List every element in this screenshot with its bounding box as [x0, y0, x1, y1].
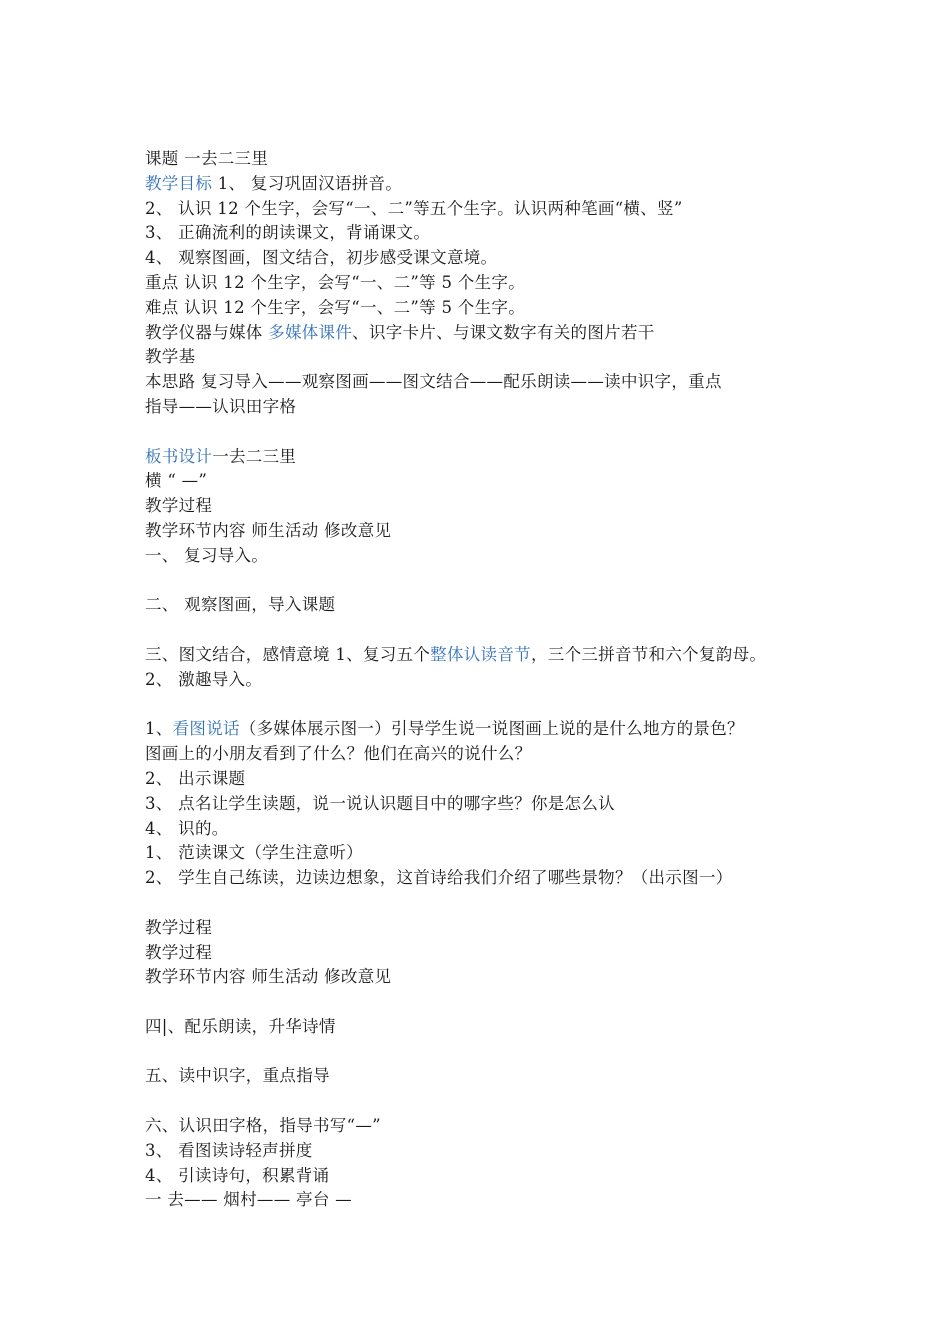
step-6-sub-4: 4、 引读诗句，积累背诵: [145, 1165, 330, 1185]
stroke-heng-text: 横 “ —”: [145, 471, 208, 491]
model-reading-text: 1、 范读课文（学生注意听）: [145, 843, 363, 863]
lesson-title: 课题 一去二三里: [145, 149, 269, 168]
table-header-text: 教学环节内容 师生活动 修改意见: [145, 520, 392, 540]
blank-line: [145, 891, 845, 916]
blank-line: [145, 1040, 845, 1065]
basic-idea-text-cont: 指导——认识田字格: [145, 396, 297, 416]
goal-2-text: 2、 认识 12 个生字，会写“一、二”等五个生字。认识两种笔画“横、竖”: [145, 198, 683, 218]
difficult-point-text: 难点 认识 12 个生字，会写“一、二”等 5 个生字。: [145, 297, 525, 317]
board-design-link[interactable]: 板书设计: [145, 446, 213, 466]
self-reading-text: 2、 学生自己练读，边读边想象，这首诗给我们介绍了哪些景物？（出示图一）: [145, 868, 733, 888]
teaching-goals-line: [145, 172, 845, 197]
goal-3-text: 3、 正确流利的朗读课文，背诵课文。: [145, 223, 431, 243]
step-2-text: 二、 观察图画，导入课题: [145, 595, 336, 615]
step-5-text: 五、读中识字，重点指导: [145, 1066, 330, 1086]
goal-1-text: 1、 复习巩固汉语拼音。: [212, 173, 403, 193]
board-design-title: 一去二三里: [212, 446, 297, 466]
step-6-sub-3: 3、 看图读诗轻声拼度: [145, 1140, 313, 1160]
whole-syllables-link[interactable]: 整体认读音节: [430, 644, 531, 664]
picture-talk-line: [145, 717, 845, 742]
document-page: [145, 147, 845, 1213]
step-3-sub-2: 2、 激趣导入。: [145, 669, 263, 689]
picture-talk-number: 1、: [145, 719, 173, 739]
teaching-process-heading: 教学过程: [145, 496, 213, 516]
multimedia-courseware-link[interactable]: 多媒体课件: [268, 322, 353, 342]
key-point-text: 重点 认识 12 个生字，会写“一、二”等 5 个生字。: [145, 272, 525, 292]
step-3-rest: ，三个三拼音节和六个复韵母。: [530, 644, 767, 664]
read-title-text: 3、 点名让学生读题，说一说认识题目中的哪字些？你是怎么认: [145, 793, 615, 813]
teaching-process-heading-2: 教学过程: [145, 917, 213, 937]
teaching-media-rest: 、识字卡片、与课文数字有关的图片若干: [352, 322, 655, 342]
picture-talk-rest: （多媒体展示图一）引导学生说一说图画上说的是什么地方的景色？: [239, 719, 744, 739]
read-title-text-cont: 4、 识的。: [145, 818, 229, 838]
blank-line: [145, 1089, 845, 1114]
picture-question-text: 图画上的小朋友看到了什么？他们在高兴的说什么？: [145, 744, 532, 764]
teaching-media-label: 教学仪器与媒体: [145, 322, 269, 342]
step-1-text: 一、 复习导入。: [145, 545, 269, 565]
step-6-text: 六、认识田字格，指导书写“—”: [145, 1116, 381, 1136]
blank-line: [145, 990, 845, 1015]
blank-line: [145, 618, 845, 643]
poem-chain-text: 一 去—— 烟村—— 亭台 —: [145, 1190, 352, 1210]
picture-talk-link[interactable]: 看图说话: [172, 719, 240, 739]
blank-line: [145, 569, 845, 594]
teaching-process-heading-3: 教学过程: [145, 942, 213, 962]
teaching-goals-link[interactable]: 教学目标: [145, 173, 213, 193]
step-3-line: [145, 643, 845, 668]
blank-line: [145, 420, 845, 445]
basic-idea-text: 本思路 复习导入——观察图画——图文结合——配乐朗读——读中识字，重点: [145, 372, 722, 392]
board-design-line: [145, 445, 845, 470]
show-title-text: 2、 出示课题: [145, 768, 246, 788]
step-3-text: 三、图文结合，感情意境 1、复习五个: [145, 644, 431, 664]
step-4-text: 四|、配乐朗读，升华诗情: [145, 1016, 336, 1036]
teaching-media-line: [145, 321, 845, 346]
goal-4-text: 4、 观察图画，图文结合，初步感受课文意境。: [145, 248, 498, 268]
blank-line: [145, 693, 845, 718]
basic-idea-label: 教学基: [145, 347, 196, 367]
table-header-text-2: 教学环节内容 师生活动 修改意见: [145, 967, 392, 987]
